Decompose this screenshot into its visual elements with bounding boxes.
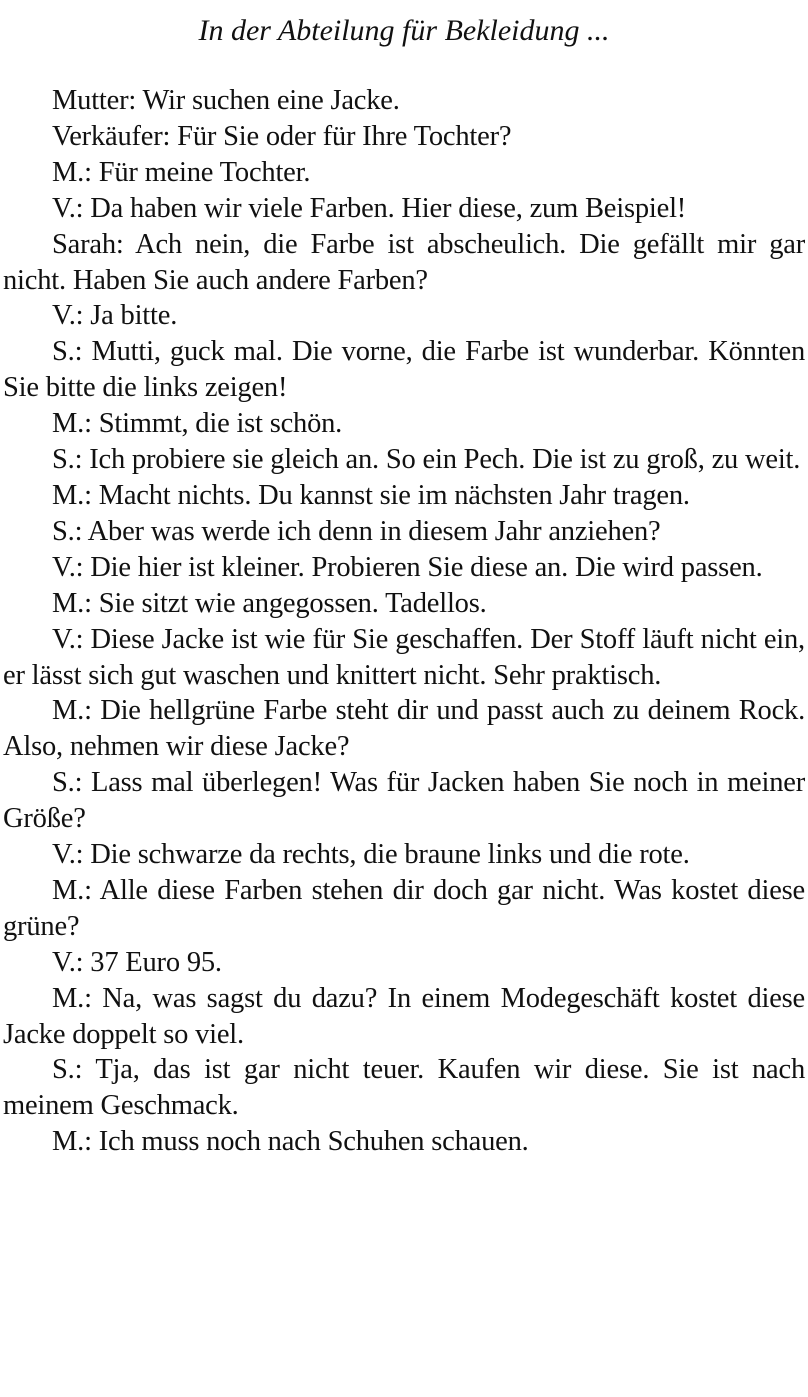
dialogue-line: M.: Ich muss noch nach Schuhen schauen. (52, 1126, 529, 1158)
dialogue-line: V.: Da haben wir viele Farben. Hier diese, zum Beispiel! (52, 192, 687, 224)
dialogue-line: V.: Die schwarze da rechts, die braune links und die rote. (52, 839, 690, 871)
dialogue-line: M.: Alle diese Farben stehen dir doch gar nicht. Was kostet diese grüne? (3, 874, 805, 942)
dialogue-line: Sarah: Ach nein, die Farbe ist abscheulich. Die gefällt mir gar nicht. Haben Sie auch andere Farben? (3, 228, 805, 296)
dialogue-line: V.: Die hier ist kleiner. Probieren Sie diese an. Die wird passen. (52, 551, 763, 583)
dialogue-line: S.: Mutti, guck mal. Die vorne, die Farbe ist wunderbar. Könnten Sie bitte die links zeigen! (3, 336, 805, 404)
dialogue-line: M.: Stimmt, die ist schön. (52, 408, 343, 440)
dialogue-line: S.: Tja, das ist gar nicht teuer. Kaufen wir diese. Sie ist nach meinem Geschmack. (3, 1054, 805, 1122)
dialogue-line: M.: Die hellgrüne Farbe steht dir und passt auch zu deinem Rock. Also, nehmen wir diese Jacke? (3, 695, 805, 763)
dialogue-line: S.: Aber was werde ich denn in diesem Jahr anziehen? (52, 515, 661, 547)
dialogue-line: M.: Macht nichts. Du kannst sie im nächsten Jahr tragen. (52, 479, 690, 511)
dialogue-line: V.: 37 Euro 95. (52, 946, 222, 978)
dialogue-line: M.: Na, was sagst du dazu? In einem Modegeschäft kostet diese Jacke doppelt so viel. (3, 982, 805, 1050)
dialogue-line: Mutter: Wir suchen eine Jacke. (52, 85, 400, 116)
dialogue-line: S.: Ich probiere sie gleich an. So ein Pech. Die ist zu groß, zu weit. (52, 444, 801, 476)
dialogue-line: V.: Diese Jacke ist wie für Sie geschaffen. Der Stoff läuft nicht ein, er lässt sich gut waschen und knittert nicht. Sehr praktisch. (3, 623, 805, 691)
page-title: In der Abteilung für Bekleidung ... (198, 14, 610, 47)
dialogue-line: M.: Für meine Tochter. (52, 156, 311, 188)
dialogue-line: Verkäufer: Für Sie oder für Ihre Tochter? (52, 120, 512, 152)
dialogue-line: M.: Sie sitzt wie angegossen. Tadellos. (52, 587, 487, 619)
dialogue-line: S.: Lass mal überlegen! Was für Jacken haben Sie noch in meiner Größe? (3, 767, 805, 835)
dialogue-text (3, 83, 805, 1160)
dialogue-line: V.: Ja bitte. (52, 300, 178, 332)
